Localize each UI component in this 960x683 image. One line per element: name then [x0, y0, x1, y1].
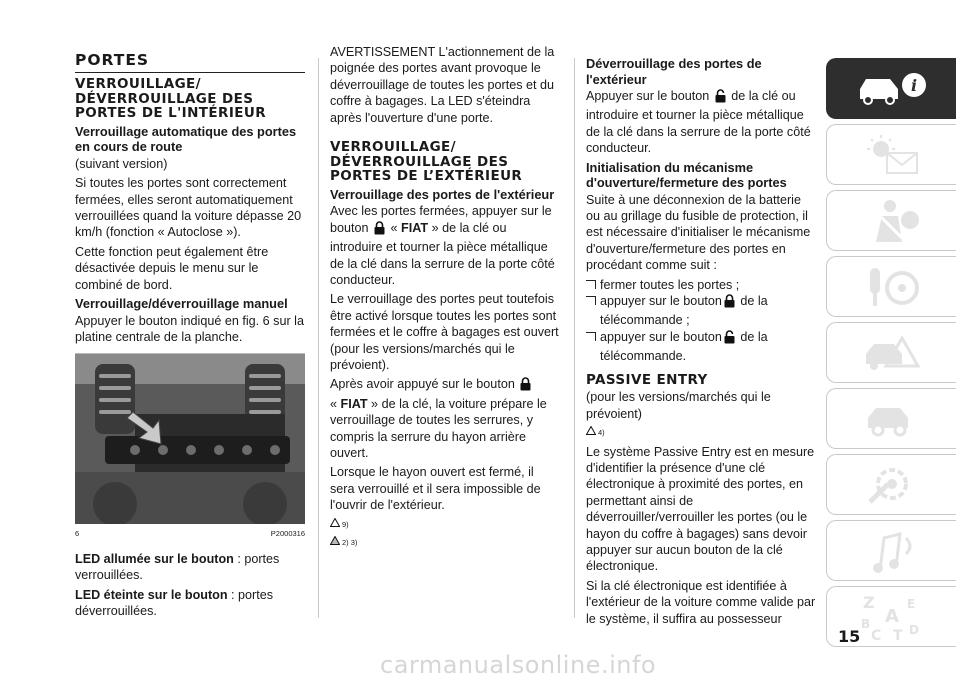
figure-caption: [75, 526, 305, 542]
text: » de la clé, la voiture prépare le verrouillage de toutes les serrures, y compris la serrure du hayon arrière ouvert.: [330, 396, 547, 460]
index-letter: T: [892, 627, 903, 642]
text: «: [330, 396, 341, 411]
tools-icon: [860, 462, 924, 508]
subheading-auto-lock: Verrouillage automatique des portes en cours de route: [75, 123, 297, 155]
key-steering-icon: [862, 264, 922, 310]
lock-open-icon: [724, 330, 735, 348]
paragraph: Si la clé électronique est identifiée à l'extérieur de la voiture comme valide par le système, il suffira au possesseur: [586, 578, 816, 626]
figure-code: P2000316: [270, 529, 305, 539]
heading-passive-entry: PASSIVE ENTRY: [586, 371, 708, 388]
column-3: [586, 44, 818, 630]
list-item: [586, 293, 818, 329]
paragraph: [330, 203, 560, 288]
lock-open-icon: [715, 89, 726, 107]
list-item: [586, 277, 818, 293]
paragraph: (suivant version): [75, 156, 168, 171]
led-off-label: LED éteinte sur le bouton: [75, 587, 228, 602]
seatbelt-airbag-icon: [862, 198, 922, 244]
note-reference: [330, 535, 560, 551]
warning-triangle-icon: [586, 425, 596, 441]
column-2: [330, 44, 560, 553]
subheading-initialisation: Initialisation du mécanisme d'ouverture/fermeture des portes: [586, 159, 787, 191]
index-letter: E: [906, 596, 915, 611]
tab-safety[interactable]: [826, 190, 956, 251]
paragraph: (pour les versions/marchés qui le prévoient): [586, 390, 771, 421]
text: Avec les portes fermées, appuyer sur le bouton: [330, 204, 552, 235]
tab-warning-lights[interactable]: [826, 124, 956, 185]
index-letter: Z: [862, 592, 875, 612]
paragraph: [586, 88, 818, 157]
svg-text:i: i: [910, 75, 917, 95]
paragraph: Suite à une déconnexion de la batterie ou au grillage du fusible de protection, il est nécessaire d'initialiser le mécanisme d'ouverture/fermeture des portes en procédant comme suit :: [586, 192, 811, 273]
tab-technical-data[interactable]: [826, 454, 956, 515]
caution-triangle-icon: [330, 535, 340, 551]
subheading-exterior-unlock: Déverrouillage des portes de l'extérieur: [586, 56, 762, 87]
index-letter: A: [884, 605, 899, 627]
list-item: [586, 329, 818, 365]
index-letter: D: [908, 622, 919, 637]
text: «: [387, 220, 402, 235]
bullet-icon: [586, 280, 596, 289]
bullet-icon: [586, 332, 596, 341]
warning-paragraph: AVERTISSEMENT L'actionnement de la poignée des portes avant provoque le déverrouillage de toutes les portes et du coffre à bagages. La LED s'éteindra après l'ouverture d'une porte.: [330, 45, 555, 125]
text: Appuyer sur le bouton: [586, 89, 710, 103]
paragraph: Cette fonction peut également être désactivée depuis le menu sur le combiné de bord.: [75, 244, 269, 292]
text: de la télécommande ;: [600, 294, 768, 328]
page-number: 15: [838, 627, 861, 646]
note-number: 4): [598, 428, 605, 438]
led-on-label: LED allumée sur le bouton: [75, 551, 234, 566]
watermark: carmanualsonline.info: [380, 651, 657, 679]
car-service-icon: [860, 396, 924, 442]
tab-starting-driving[interactable]: [826, 256, 956, 317]
multimedia-icon: [860, 528, 924, 574]
lock-closed-icon: [374, 221, 385, 239]
index-letter: B: [860, 616, 870, 631]
text: fermer toutes les portes ;: [600, 277, 740, 292]
paragraph: [330, 376, 560, 461]
note-reference: [330, 517, 560, 533]
note-number: 9): [342, 519, 349, 529]
car-info-icon: [852, 69, 932, 109]
column-divider: [574, 58, 575, 618]
text: appuyer sur le bouton: [600, 294, 722, 309]
tab-multimedia[interactable]: [826, 520, 956, 581]
heading-exterior-locking: VERROUILLAGE/ DÉVERROUILLAGE DES PORTES DE L’EXTÉRIEUR: [330, 139, 523, 185]
section-title: PORTES: [75, 52, 305, 73]
index-letter: C: [870, 627, 881, 642]
text: de la télécommande.: [600, 329, 768, 364]
text: Après avoir appuyé sur le bouton: [330, 377, 515, 392]
figure-number: 6: [75, 529, 80, 539]
column-divider: [318, 58, 319, 618]
lock-closed-icon: [520, 377, 531, 395]
tab-maintenance[interactable]: [826, 388, 956, 449]
paragraph: Lorsque le hayon ouvert est fermé, il sera verrouillé et il sera impossible de l'ouvrir de l'extérieur.: [330, 465, 541, 513]
chapter-tabs: [826, 58, 956, 652]
warning-triangle-icon: [330, 517, 340, 533]
paragraph: Appuyer le bouton indiqué en fig. 6 sur la platine centrale de la planche.: [75, 313, 304, 344]
car-accident-icon: [860, 330, 924, 376]
fiat-label: FIAT: [340, 396, 368, 411]
note-number: 2) 3): [342, 538, 358, 548]
subheading-exterior-lock: Verrouillage des portes de l'extérieur: [330, 186, 555, 202]
note-reference: [586, 425, 818, 441]
bullet-icon: [586, 296, 596, 305]
paragraph: Si toutes les portes sont correctement fermées, elles seront automatiquement verrouillées quand la voiture dépasse 20 km/h (fonction « Autoclose »).: [75, 176, 302, 240]
tab-car-info[interactable]: [826, 58, 956, 119]
tab-emergency[interactable]: [826, 322, 956, 383]
column-1: [75, 52, 305, 622]
text: » de la clé ou introduire et tourner la pièce métallique de la clé dans la serrure de la porte côté conducteur.: [330, 220, 555, 287]
lock-closed-icon: [724, 294, 735, 312]
index-letters-icon: [857, 592, 927, 642]
text: de la clé ou introduire et tourner la pièce métallique de la clé dans la serrure de la porte côté conducteur.: [586, 89, 811, 156]
dashboard-lock-button-figure: [75, 353, 305, 524]
text: appuyer sur le bouton: [600, 329, 722, 344]
led-off-text: : portes déverrouillées.: [75, 587, 274, 618]
warning-lights-icon: [857, 133, 927, 177]
heading-interior-locking: VERROUILLAGE/ DÉVERROUILLAGE DES PORTES DE L'INTÉRIEUR: [75, 76, 267, 122]
subheading-manual-lock: Verrouillage/déverrouillage manuel: [75, 296, 288, 312]
paragraph: Le verrouillage des portes peut toutefois être activé lorsque toutes les portes sont fermées et le coffre à bagages est ouvert (pour les versions/marchés qui le prévoient).: [330, 292, 559, 372]
led-on-text: : portes verrouillées.: [75, 551, 280, 583]
paragraph: Le système Passive Entry est en mesure d'identifier la présence d'une clé électronique à proximité des portes, en permettant ainsi de déverrouiller/verrouiller les portes (ou le hayon du coffre à bagages) sans devoir appuyer sur aucun bouton de la clé électronique.: [586, 444, 815, 574]
fiat-label: FIAT: [401, 220, 429, 235]
